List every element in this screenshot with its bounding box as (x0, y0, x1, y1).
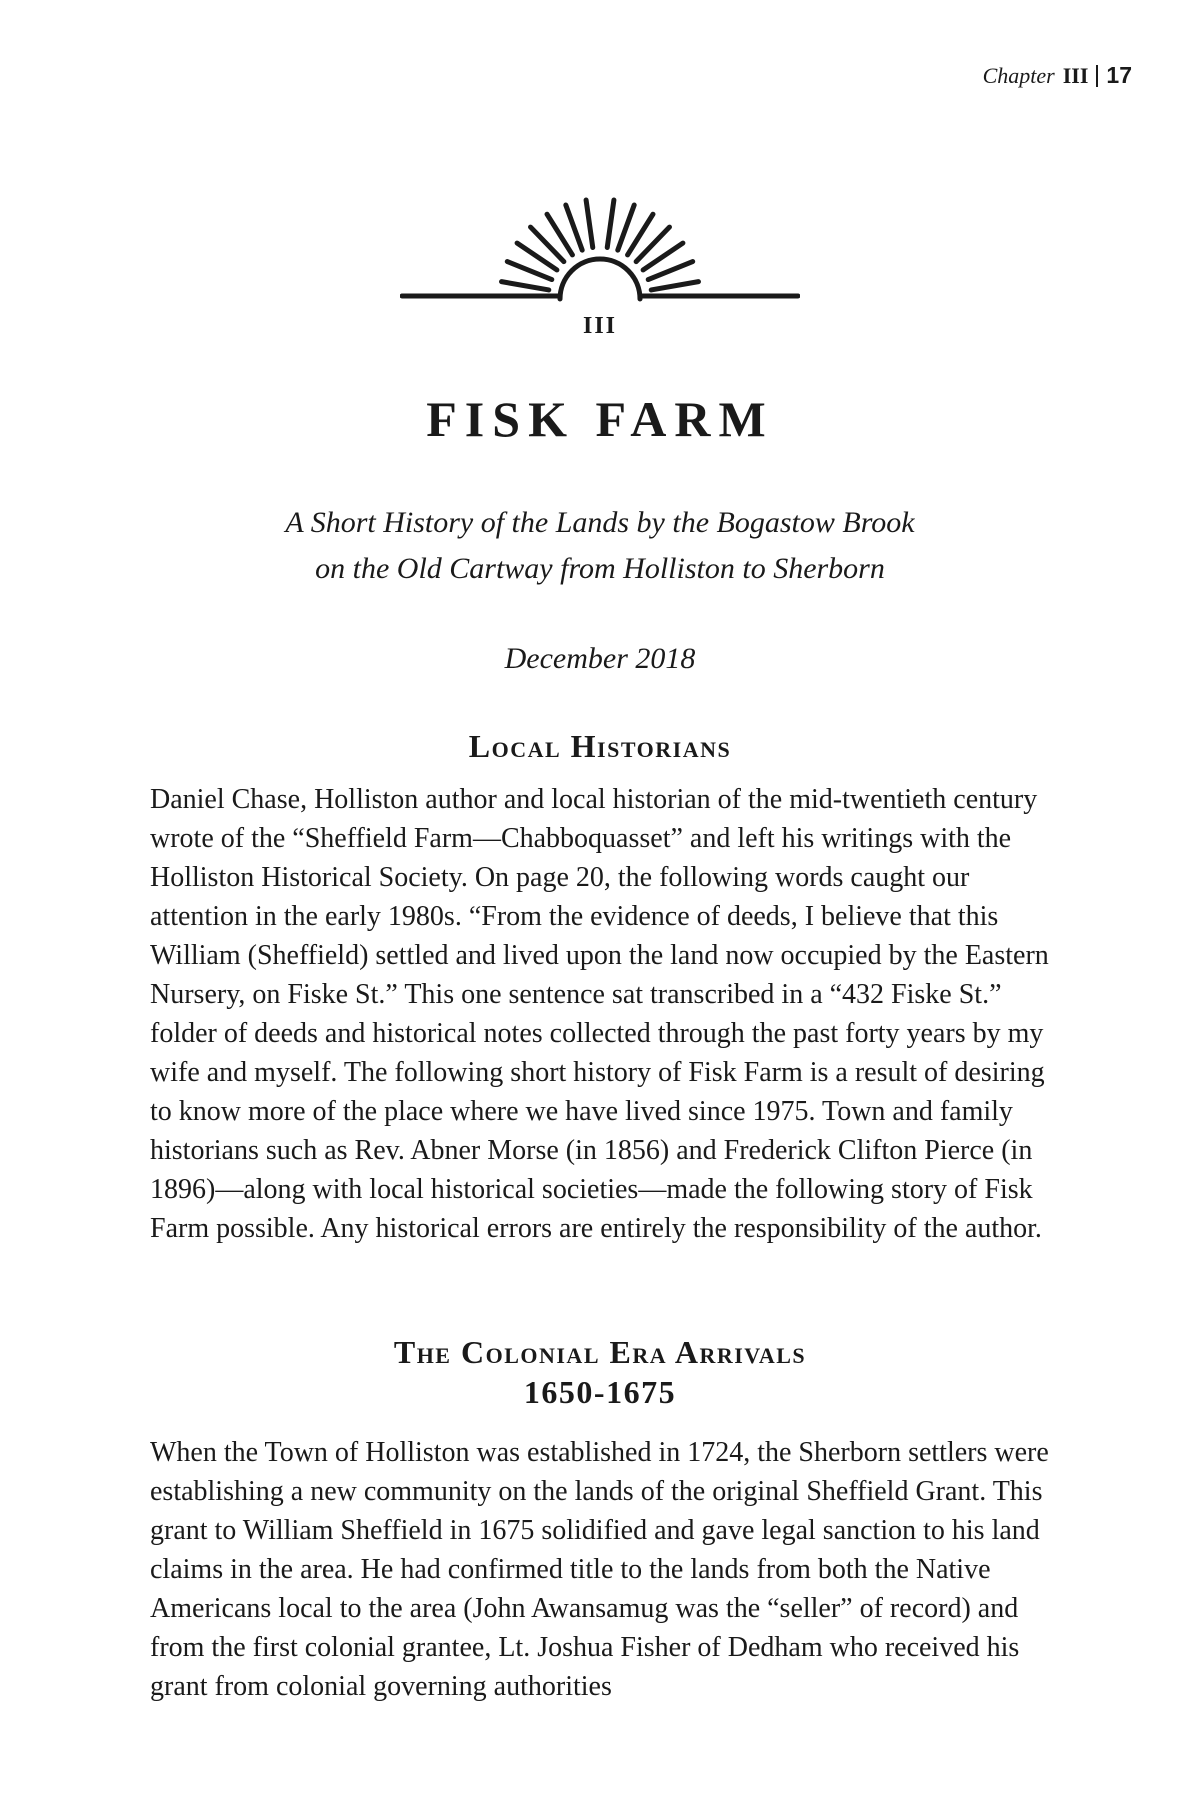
sun-ray (566, 205, 582, 250)
running-head (983, 62, 1132, 89)
sun-ray (651, 282, 698, 290)
paragraph-local-historians: Daniel Chase, Holliston author and local historian of the mid-twentieth century wrote of the “Sheffield Farm—Chabboquasset” and left his writings with the Holliston Historical Society. On page 20, the following words caught our attention in the early 1980s. “From the evidence of deeds, I believe that this William (Sheffield) settled and lived upon the land now occupied by the Eastern Nursery, on Fiske St.” This one sentence sat transcribed in a “432 Fiske St.” folder of deeds and historical notes collected through the past forty years by my wife and myself. The following short history of Fisk Farm is a result of desiring to know more of the place where we have lived since 1975. Town and family historians such as Rev. Abner Morse (in 1856) and Frederick Clifton Pierce (in 1896)—along with local historical societies—made the following story of Fisk Farm possible. Any historical errors are entirely the responsibility of the author. (150, 784, 1049, 1244)
running-head-chapter-numeral: III (1062, 62, 1089, 88)
section-heading-colonial-era-title: The Colonial Era Arrivals (393, 1334, 807, 1370)
sun-ray (502, 282, 549, 290)
subtitle-line-2: on the Old Cartway from Holliston to Sherborn (315, 552, 885, 585)
section-heading-colonial-era-years: 1650-1675 (523, 1374, 677, 1410)
sun-ray (618, 205, 634, 250)
chapter-title: FISK FARM (426, 391, 774, 447)
paragraph-colonial-era: When the Town of Holliston was established in 1724, the Sherborn settlers were establishing a new community on the lands of the original Sheffield Grant. This grant to William Sheffield in 1675 solidified and gave legal sanction to his land claims in the area. He had confirmed title to the lands from both the Native Americans local to the area (John Awansamug was the “seller” of record) and from the first colonial grantee, Lt. Joshua Fisher of Dedham who received his grant from colonial governing authorities (150, 1437, 1049, 1702)
running-head-chapter-word: Chapter (982, 62, 1055, 88)
section-heading-colonial-era (0, 1332, 1200, 1412)
sun-ray (586, 200, 593, 248)
page-number: 17 (1106, 62, 1132, 88)
chapter-date: December 2018 (504, 642, 696, 675)
chapter-subtitle (0, 500, 1200, 592)
running-head-divider (1096, 65, 1098, 87)
subtitle-line-1: A Short History of the Lands by the Bogastow Brook (285, 506, 915, 539)
section-heading-local-historians: Local Historians (468, 728, 732, 764)
emblem-numeral: III (582, 313, 618, 339)
chapter-emblem (400, 195, 800, 355)
sun-ray (607, 200, 614, 248)
